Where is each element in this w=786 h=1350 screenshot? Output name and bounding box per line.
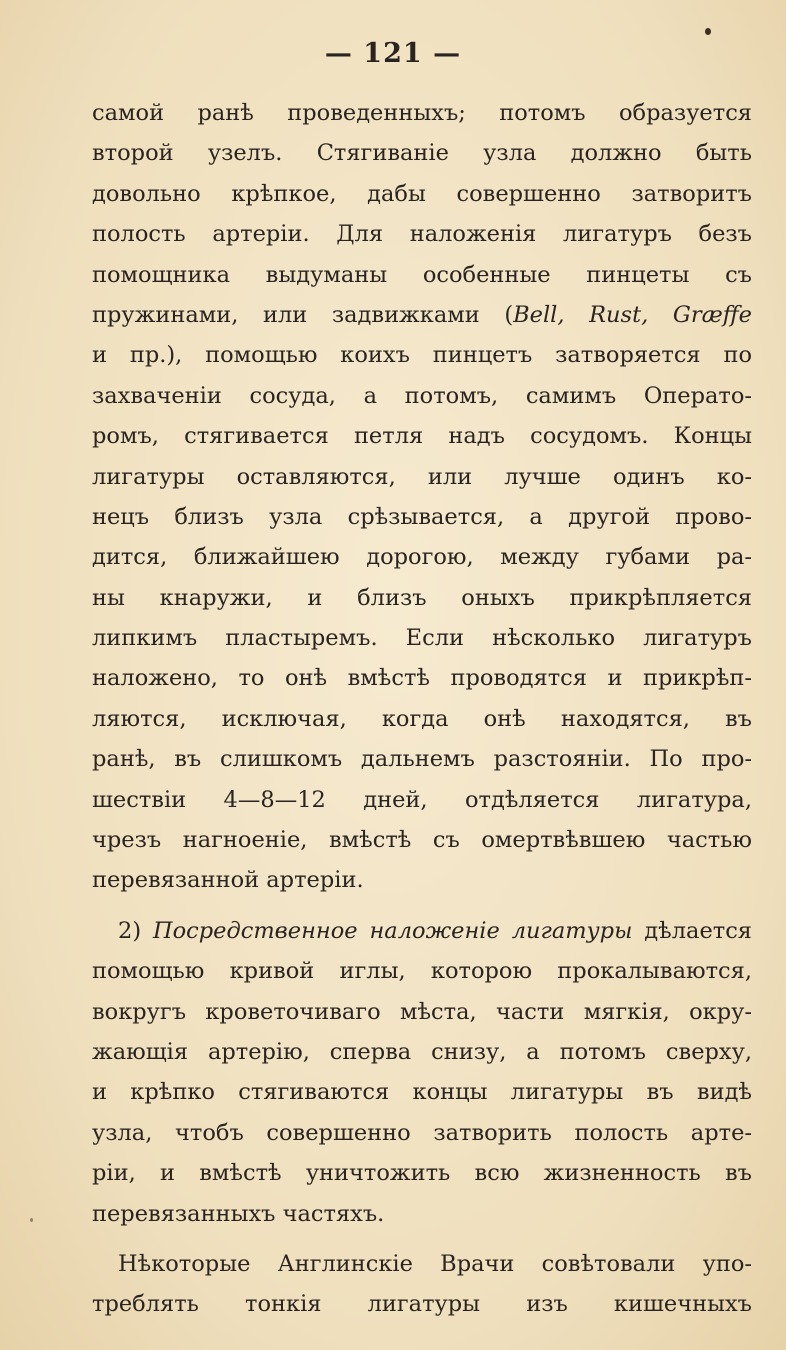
text-line: дится, ближайшею дорогою, между губами ра- [92, 544, 752, 571]
text-line: узла, чтобъ совершенно затворить полость арте- [92, 1119, 752, 1146]
text-line: перевязанной артерiи. [92, 867, 364, 894]
text-line [92, 911, 752, 951]
text-line: самой ранѣ проведенныхъ; потомъ образуется [92, 100, 752, 126]
body-text [92, 93, 752, 1325]
text-line: ляются, исключая, когда онѣ находятся, въ [92, 705, 752, 732]
text-line: шествiи 4—8—12 дней, отдѣляется лигатура, [92, 786, 752, 813]
ink-speck [30, 1218, 33, 1222]
text-line: второй узелъ. Стягиванie узла должно быть [92, 140, 752, 167]
text-line: нецъ близъ узла срѣзывается, а другой прово- [92, 503, 752, 530]
text-line: треблять тонкiя лигатуры изъ кишечныхъ [92, 1291, 752, 1318]
text-line: ромъ, стягивается петля надъ сосудомъ. Концы [92, 423, 752, 450]
page-number: — 121 — [324, 38, 462, 69]
ink-speck [705, 28, 711, 35]
text-line: полость артерiи. Для наложенiя лигатуръ безъ [92, 221, 752, 248]
text-line: лигатуры оставляются, или лучше одинъ ко- [92, 463, 752, 490]
text-line: и пр.), помощью коихъ пинцетъ затворяется по [92, 342, 752, 369]
text-run: пружинами, или задвижками ( [92, 301, 514, 328]
text-line: наложено, то онѣ вмѣстѣ проводятся и прикрѣп- [92, 665, 752, 692]
italic-term: Посредственное наложенie лигатуры [152, 917, 633, 944]
text-run: 2) [118, 917, 153, 944]
text-run: дѣлается [632, 917, 753, 944]
paragraph-2 [92, 911, 752, 1234]
text-line: ранѣ, въ слишкомъ дальнемъ разстоянiи. По про- [92, 746, 752, 773]
paragraph-3 [92, 1244, 752, 1325]
text-line: и крѣпко стягиваются концы лигатуры въ видѣ [92, 1079, 752, 1106]
text-line: захваченiи сосуда, а потомъ, самимъ Операто- [92, 382, 752, 409]
text-line: Нѣкоторые Англинскie Врачи совѣтовали упо- [118, 1250, 752, 1277]
paragraph-gap [92, 901, 752, 911]
text-line: рiи, и вмѣстѣ уничтожить всю жизненность въ [92, 1160, 752, 1187]
text-line: довольно крѣпкое, дабы совершенно затворитъ [92, 180, 752, 207]
text-line: липкимъ пластыремъ. Если нѣсколько лигатуръ [92, 625, 752, 652]
paragraph-1 [92, 93, 752, 901]
text-line: чрезъ нагноенie, вмѣстѣ съ омертвѣвшею частью [92, 827, 752, 854]
text-line [92, 295, 752, 335]
text-line: ны кнаружи, и близъ оныхъ прикрѣпляется [92, 584, 752, 611]
text-line: помощью кривой иглы, которою прокалываются, [92, 958, 752, 985]
text-line: жающiя артерiю, сперва снизу, а потомъ сверху, [92, 1038, 752, 1065]
text-line: вокругъ кроветочиваго мѣста, части мягкiя, окру- [92, 998, 752, 1025]
text-line: перевязанныхъ частяхъ. [92, 1200, 385, 1227]
text-line: помощника выдуманы особенные пинцеты съ [92, 261, 752, 288]
paragraph-gap [92, 1234, 752, 1244]
italic-names: Bell, Rust, Græffe [513, 301, 752, 328]
